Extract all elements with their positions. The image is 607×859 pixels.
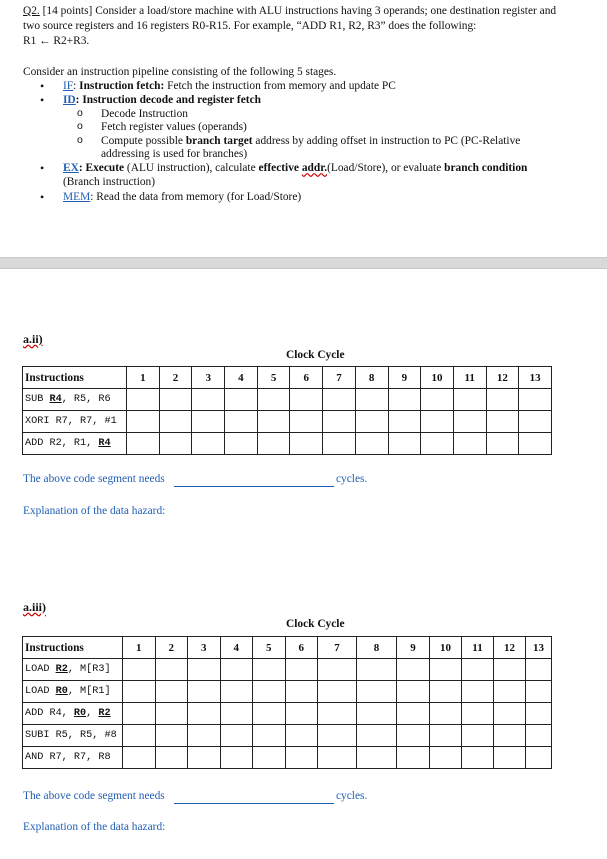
cycle-cell[interactable] [285,725,318,747]
cycle-header: 8 [357,637,397,659]
question-text [23,4,563,49]
cycle-cell[interactable] [192,433,225,455]
cycle-header: 4 [220,637,253,659]
stage-ex-d: (Load/Store), or evaluate [327,162,442,175]
cycle-cell[interactable] [388,433,421,455]
cycle-header: 11 [462,637,494,659]
part-aiii-cycles-blank[interactable] [174,803,334,804]
part-aii-table [22,366,552,455]
cycle-header: 12 [494,637,526,659]
cycle-cell[interactable] [123,659,156,681]
page-gap [0,257,607,269]
stage-ex-c: addr. [301,162,328,175]
stage-id-title: : Instruction decode and register fetch [75,94,261,107]
stage-id-sublist [63,108,560,162]
stage-list [40,80,560,206]
cycle-cell[interactable] [397,681,430,703]
cycle-cell[interactable] [526,747,552,769]
cycle-cell[interactable] [453,433,486,455]
table-row [23,703,552,725]
cycle-cell[interactable] [453,411,486,433]
instruction-cell: AND R7, R7, R8 [23,747,123,769]
cycle-cell[interactable] [285,659,318,681]
cycle-cell[interactable] [494,725,526,747]
cycle-cell[interactable] [155,659,188,681]
instruction-cell: SUBI R5, R5, #8 [23,725,123,747]
cycle-cell[interactable] [462,703,494,725]
cycle-header: 6 [285,637,318,659]
cycle-cell[interactable] [323,433,356,455]
part-aiii-needs-text: The above code segment needs [23,790,165,802]
cycle-header: 10 [421,367,454,389]
cycle-cell[interactable] [253,725,286,747]
cycle-cell[interactable] [318,747,357,769]
cycle-cell[interactable] [526,703,552,725]
cycle-cell[interactable] [285,681,318,703]
cycle-cell[interactable] [430,659,462,681]
table-row [23,747,552,769]
cycle-cell[interactable] [357,747,397,769]
cycle-header: 4 [225,367,258,389]
cycle-cell[interactable] [220,659,253,681]
cycle-cell[interactable] [127,433,160,455]
instruction-cell: ADD R2, R1, R4 [23,433,127,455]
stage-id [40,94,560,161]
cycle-cell[interactable] [253,703,286,725]
cycle-cell[interactable] [494,703,526,725]
stage-ex-e: branch condition [444,162,528,175]
cycle-cell[interactable] [421,389,454,411]
part-aii-instructions-header: Instructions [23,367,127,389]
cycle-cell[interactable] [290,411,323,433]
cycle-cell[interactable] [225,433,258,455]
table-row [23,389,552,411]
cycle-cell[interactable] [192,411,225,433]
cycle-header: 8 [355,367,388,389]
stage-mem [40,191,560,204]
cycle-cell[interactable] [188,681,221,703]
cycle-cell[interactable] [188,747,221,769]
stage-id-sub-3-c: address by adding offset in instruction to PC (PC-Relative addressing is used for branches) [101,134,521,161]
cycle-header: 6 [290,367,323,389]
cycle-header: 13 [526,637,552,659]
cycle-cell[interactable] [155,725,188,747]
cycle-header: 3 [192,367,225,389]
instruction-cell: XORI R7, R7, #1 [23,411,127,433]
stage-mem-abbr: MEM [63,191,91,204]
part-aiii-label: a.iii) [23,600,46,614]
cycle-cell[interactable] [323,389,356,411]
cycle-cell[interactable] [494,659,526,681]
cycle-cell[interactable] [430,725,462,747]
cycle-cell[interactable] [397,747,430,769]
cycle-cell[interactable] [220,725,253,747]
stage-if-title: Instruction fetch: [79,80,165,92]
stage-id-sub-2: o Fetch register values (operands) [77,121,560,134]
part-aiii-cycles-word: cycles. [336,790,368,802]
cycle-cell[interactable] [290,389,323,411]
cycle-cell[interactable] [357,725,397,747]
part-aiii-explanation: Explanation of the data hazard: [23,821,166,833]
stage-ex [40,162,560,189]
instruction-cell: SUB R4, R5, R6 [23,389,127,411]
cycle-cell[interactable] [318,681,357,703]
cycle-header: 5 [257,367,290,389]
cycle-cell[interactable] [220,747,253,769]
cycle-cell[interactable] [225,411,258,433]
cycle-cell[interactable] [285,747,318,769]
table-row [23,659,552,681]
cycle-header: 11 [453,367,486,389]
cycle-cell[interactable] [318,703,357,725]
cycle-cell[interactable] [526,681,552,703]
cycle-cell[interactable] [257,389,290,411]
stage-ex-b: effective [258,162,299,175]
cycle-cell[interactable] [486,433,519,455]
cycle-header: 2 [155,637,188,659]
cycle-cell[interactable] [225,389,258,411]
cycle-cell[interactable] [355,411,388,433]
stage-id-abbr: ID [63,94,76,107]
page-2 [0,269,607,859]
cycle-cell[interactable] [159,389,192,411]
stage-id-sub-3-b: branch target [185,134,253,147]
stage-ex-title: : Execute [78,162,125,175]
cycle-cell[interactable] [253,681,286,703]
part-aiii-instructions-header: Instructions [23,637,123,659]
question-points: [14 points] [42,5,93,17]
table-row [23,411,552,433]
cycle-cell[interactable] [519,433,552,455]
cycle-cell[interactable] [155,703,188,725]
stage-mem-desc: : Read the data from memory (for Load/Store) [90,191,302,204]
cycle-cell[interactable] [290,433,323,455]
page-1 [0,0,607,257]
stage-if-abbr: IF [63,80,74,92]
stage-if: • IF: Instruction fetch: Fetch the instruction from memory and update PC [40,80,560,93]
cycle-cell[interactable] [526,659,552,681]
cycle-header: 2 [159,367,192,389]
table-row [23,725,552,747]
stage-id-sub-1: o Decode Instruction [77,108,560,121]
part-aii-explanation: Explanation of the data hazard: [23,505,166,517]
cycle-header: 10 [430,637,462,659]
stage-if-desc: Fetch the instruction from memory and update PC [167,80,396,92]
cycle-cell[interactable] [421,433,454,455]
cycle-header: 7 [318,637,357,659]
cycle-cell[interactable] [285,703,318,725]
table-row [23,433,552,455]
stage-ex-abbr: EX [63,162,79,175]
cycle-cell[interactable] [430,681,462,703]
pipeline-intro: Consider an instruction pipeline consisting of the following 5 stages. [23,66,337,78]
cycle-header: 9 [388,367,421,389]
cycle-cell[interactable] [318,659,357,681]
cycle-cell[interactable] [253,747,286,769]
cycle-cell[interactable] [397,725,430,747]
cycle-cell[interactable] [494,681,526,703]
instruction-cell: ADD R4, R0, R2 [23,703,123,725]
cycle-header: 9 [397,637,430,659]
cycle-cell[interactable] [388,411,421,433]
cycle-cell[interactable] [526,725,552,747]
cycle-cell[interactable] [127,389,160,411]
cycle-cell[interactable] [355,389,388,411]
question-number: Q2. [23,5,40,17]
part-aii-needs-text: The above code segment needs [23,473,165,485]
cycle-cell[interactable] [355,433,388,455]
cycle-cell[interactable] [430,747,462,769]
part-aiii-header-row [23,637,552,659]
cycle-header: 13 [519,367,552,389]
cycle-cell[interactable] [188,659,221,681]
instruction-cell: LOAD R2, M[R3] [23,659,123,681]
part-aii-clock-title: Clock Cycle [286,349,345,361]
cycle-cell[interactable] [357,659,397,681]
cycle-cell[interactable] [123,747,156,769]
cycle-cell[interactable] [123,681,156,703]
cycle-cell[interactable] [159,411,192,433]
cycle-cell[interactable] [220,681,253,703]
cycle-cell[interactable] [323,411,356,433]
stage-ex-f: (Branch instruction) [63,175,156,188]
part-aii-cycles-word: cycles. [336,473,368,485]
cycle-header: 12 [486,367,519,389]
table-row [23,681,552,703]
cycle-header: 5 [253,637,286,659]
cycle-cell[interactable] [462,681,494,703]
cycle-cell[interactable] [486,389,519,411]
cycle-cell[interactable] [421,411,454,433]
cycle-cell[interactable] [253,659,286,681]
cycle-cell[interactable] [123,703,156,725]
cycle-cell[interactable] [188,703,221,725]
cycle-header: 1 [127,367,160,389]
cycle-cell[interactable] [188,725,221,747]
cycle-cell[interactable] [462,725,494,747]
part-aiii-clock-title: Clock Cycle [286,618,345,630]
cycle-cell[interactable] [159,433,192,455]
cycle-cell[interactable] [388,389,421,411]
question-example: R1 ← R2+R3. [23,35,90,47]
cycle-cell[interactable] [257,411,290,433]
cycle-cell[interactable] [318,725,357,747]
cycle-cell[interactable] [486,411,519,433]
part-aii-header-row [23,367,552,389]
cycle-header: 7 [323,367,356,389]
cycle-cell[interactable] [519,389,552,411]
cycle-cell[interactable] [220,703,253,725]
instruction-cell: LOAD R0, M[R1] [23,681,123,703]
cycle-cell[interactable] [155,681,188,703]
cycle-cell[interactable] [155,747,188,769]
part-aiii-table [22,636,552,769]
cycle-header: 1 [123,637,156,659]
stage-ex-a: (ALU instruction), calculate [126,162,256,175]
cycle-cell[interactable] [462,747,494,769]
cycle-cell[interactable] [519,411,552,433]
question-body: Consider a load/store machine with ALU instructions having 3 operands; one destination register and two source registers and 16 registers R0-R15. For example, “ADD R1, R2, R3” does the following: [23,5,557,32]
cycle-cell[interactable] [397,703,430,725]
cycle-cell[interactable] [462,659,494,681]
cycle-cell[interactable] [494,747,526,769]
cycle-cell[interactable] [127,411,160,433]
part-aii-label: a.ii) [23,332,43,346]
cycle-cell[interactable] [257,433,290,455]
cycle-cell[interactable] [430,703,462,725]
cycle-cell[interactable] [357,703,397,725]
stage-id-sub-3 [77,135,560,162]
stage-id-sub-3-a: Compute possible [101,134,183,147]
part-aii-cycles-blank[interactable] [174,486,334,487]
cycle-cell[interactable] [123,725,156,747]
cycle-cell[interactable] [397,659,430,681]
cycle-cell[interactable] [357,681,397,703]
cycle-header: 3 [188,637,221,659]
cycle-cell[interactable] [453,389,486,411]
cycle-cell[interactable] [192,389,225,411]
